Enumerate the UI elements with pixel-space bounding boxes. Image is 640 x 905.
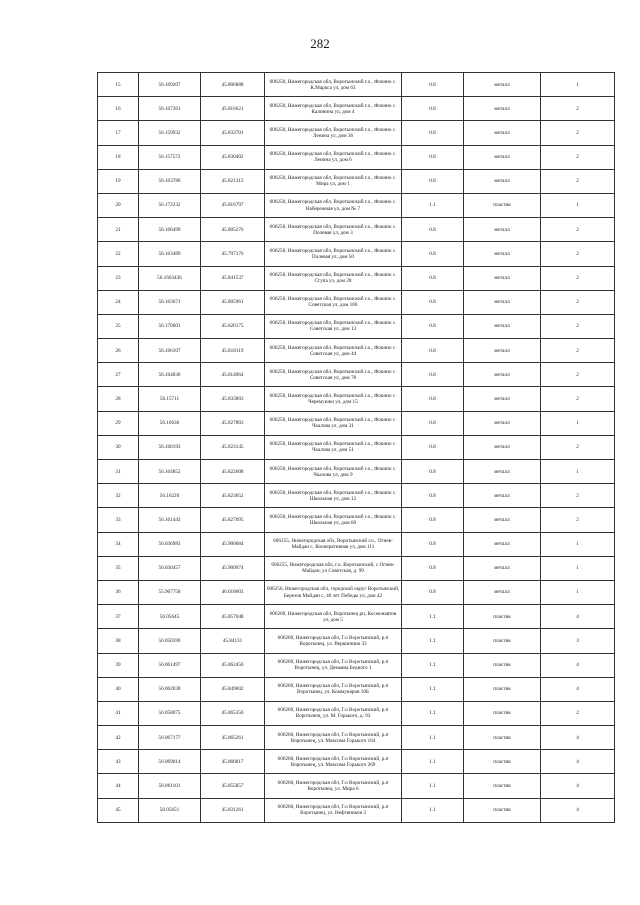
count-cell: 1: [541, 411, 615, 435]
material-cell: металл: [464, 411, 541, 435]
address-cell: 606250, Нижегородская обл, Воротынский г.о., Фокино с. Ленина ул, дом 36: [265, 121, 402, 145]
count-cell: 4: [541, 750, 615, 774]
volume-cell: 0.8: [402, 484, 464, 508]
latitude-cell: 56.157572: [139, 145, 201, 169]
latitude-cell: 56.061101: [139, 774, 201, 798]
count-cell: 1: [541, 532, 615, 556]
longitude-cell: 45.833701: [201, 121, 265, 145]
table-row: [98, 532, 615, 556]
latitude-cell: 56.058075: [139, 701, 201, 725]
count-cell: 2: [541, 314, 615, 338]
latitude-cell: 56.036983: [139, 532, 201, 556]
address-cell: 606260, Нижегородская обл, Г.о Воротынский, р.п Воротынец, ул. Вершинина 33: [265, 629, 402, 653]
longitude-cell: 45.855857: [201, 774, 265, 798]
table-body: [98, 73, 615, 823]
latitude-cell: 56.163786: [139, 169, 201, 193]
count-cell: 4: [541, 605, 615, 629]
address-cell: 606250, Нижегородская обл, Воротынский г.о., Фокино с. Школьная ул, дом 60: [265, 508, 402, 532]
material-cell: металл: [464, 218, 541, 242]
longitude-cell: 45.805961: [201, 290, 265, 314]
longitude-cell: 45.865261: [201, 726, 265, 750]
material-cell: металл: [464, 580, 541, 604]
row-number-cell: 43: [98, 750, 139, 774]
longitude-cell: 45.900074: [201, 556, 265, 580]
material-cell: пластик: [464, 774, 541, 798]
material-cell: пластик: [464, 629, 541, 653]
table-row: [98, 218, 615, 242]
volume-cell: 0.8: [402, 532, 464, 556]
latitude-cell: 56.166107: [139, 339, 201, 363]
volume-cell: 0.8: [402, 580, 464, 604]
latitude-cell: 56.167261: [139, 97, 201, 121]
count-cell: 4: [541, 653, 615, 677]
table-row: [98, 193, 615, 217]
volume-cell: 0.8: [402, 387, 464, 411]
latitude-cell: 56.05651: [139, 798, 201, 822]
latitude-cell: 56.050596: [139, 629, 201, 653]
longitude-cell: 45.827095: [201, 508, 265, 532]
address-cell: 606250, Нижегородская обл, Воротынский г.о., Фокино с. Калинина ул, дом 4: [265, 97, 402, 121]
count-cell: 2: [541, 97, 615, 121]
address-cell: 606260, Нижегородская обл, Воротынец рп, Космонавтов ул, дом 5: [265, 605, 402, 629]
longitude-cell: 45.862456: [201, 653, 265, 677]
row-number-cell: 15: [98, 73, 139, 97]
volume-cell: 1.1: [402, 750, 464, 774]
longitude-cell: 45.797176: [201, 242, 265, 266]
address-cell: 606255, Нижегородская обл, Воротынский г.о., Огнев-Майдан с, Кооперативная ул, дом 111: [265, 532, 402, 556]
address-cell: 606260, Нижегородская обл, Г.о Воротынский, р.п Воротынец, ул. Демьяна Бедного 1: [265, 653, 402, 677]
row-number-cell: 37: [98, 605, 139, 629]
row-number-cell: 26: [98, 339, 139, 363]
count-cell: 2: [541, 363, 615, 387]
longitude-cell: 45.816797: [201, 193, 265, 217]
longitude-cell: 45.805276: [201, 218, 265, 242]
row-number-cell: 31: [98, 460, 139, 484]
latitude-cell: 56.061497: [139, 653, 201, 677]
volume-cell: 0.8: [402, 290, 464, 314]
table-row: [98, 580, 615, 604]
row-number-cell: 28: [98, 387, 139, 411]
table-row: [98, 605, 615, 629]
table-row: [98, 653, 615, 677]
address-cell: 606250, Нижегородская обл, Воротынский г.о., Фокино с. Школьная ул, дом 12: [265, 484, 402, 508]
count-cell: 2: [541, 435, 615, 459]
latitude-cell: 56.15711: [139, 387, 201, 411]
address-cell: 606260, Нижегородская обл, Г.о Воротынский, р.п Воротынец, ул. Коммунаров 10Б: [265, 677, 402, 701]
count-cell: 2: [541, 484, 615, 508]
address-cell: 606250, Нижегородская обл, Воротынский г.о., Фокино с. Чкалова ул, дом 31: [265, 411, 402, 435]
count-cell: 2: [541, 701, 615, 725]
table-row: [98, 798, 615, 822]
material-cell: пластик: [464, 605, 541, 629]
latitude-cell: 56.164036: [139, 363, 201, 387]
count-cell: 2: [541, 339, 615, 363]
latitude-cell: 55.967758: [139, 580, 201, 604]
volume-cell: 0.8: [402, 460, 464, 484]
material-cell: пластик: [464, 677, 541, 701]
volume-cell: 1.1: [402, 653, 464, 677]
table-row: [98, 750, 615, 774]
material-cell: металл: [464, 121, 541, 145]
row-number-cell: 40: [98, 677, 139, 701]
volume-cell: 0.8: [402, 314, 464, 338]
row-number-cell: 32: [98, 484, 139, 508]
row-number-cell: 20: [98, 193, 139, 217]
volume-cell: 0.8: [402, 169, 464, 193]
row-number-cell: 17: [98, 121, 139, 145]
material-cell: металл: [464, 73, 541, 97]
address-cell: 606250, Нижегородская обл, Воротынский г.о., Фокино с. Чкалова ул, дом 51: [265, 435, 402, 459]
row-number-cell: 42: [98, 726, 139, 750]
longitude-cell: 45.833003: [201, 387, 265, 411]
latitude-cell: 56.172232: [139, 193, 201, 217]
volume-cell: 0.8: [402, 435, 464, 459]
latitude-cell: 56.062038: [139, 677, 201, 701]
volume-cell: 1.1: [402, 726, 464, 750]
longitude-cell: 45.827803: [201, 411, 265, 435]
latitude-cell: 56.05645: [139, 605, 201, 629]
volume-cell: 1.1: [402, 629, 464, 653]
volume-cell: 1.1: [402, 677, 464, 701]
material-cell: металл: [464, 339, 541, 363]
volume-cell: 0.8: [402, 145, 464, 169]
row-number-cell: 27: [98, 363, 139, 387]
material-cell: металл: [464, 460, 541, 484]
row-number-cell: 36: [98, 580, 139, 604]
table-row: [98, 387, 615, 411]
material-cell: металл: [464, 145, 541, 169]
volume-cell: 1.1: [402, 774, 464, 798]
table-row: [98, 508, 615, 532]
table-row: [98, 363, 615, 387]
count-cell: 2: [541, 387, 615, 411]
address-cell: 606250, Нижегородская обл, Воротынский г.о., Фокино с. К.Маркса ул, дом 63: [265, 73, 402, 97]
volume-cell: 0.8: [402, 411, 464, 435]
latitude-cell: 56.16226: [139, 484, 201, 508]
volume-cell: 0.8: [402, 339, 464, 363]
longitude-cell: 45.857048: [201, 605, 265, 629]
volume-cell: 0.8: [402, 218, 464, 242]
table-row: [98, 774, 615, 798]
table-row: [98, 556, 615, 580]
longitude-cell: 45.841537: [201, 266, 265, 290]
longitude-cell: 45.820175: [201, 314, 265, 338]
latitude-cell: 56.169207: [139, 73, 201, 97]
volume-cell: 1.1: [402, 193, 464, 217]
longitude-cell: 45.830402: [201, 145, 265, 169]
latitude-cell: 56.166499: [139, 218, 201, 242]
latitude-cell: 56.168193: [139, 435, 201, 459]
material-cell: пластик: [464, 798, 541, 822]
page-number: 282: [310, 36, 330, 51]
material-cell: металл: [464, 387, 541, 411]
volume-cell: 1.1: [402, 701, 464, 725]
address-cell: 606250, Нижегородская обл, Воротынский г.о., Фокино с. Чкалова ул, дом 9: [265, 460, 402, 484]
latitude-cell: 56.067177: [139, 726, 201, 750]
material-cell: металл: [464, 532, 541, 556]
container-sites-table: [97, 72, 615, 823]
material-cell: металл: [464, 363, 541, 387]
count-cell: 4: [541, 798, 615, 822]
latitude-cell: 56.161443: [139, 508, 201, 532]
row-number-cell: 39: [98, 653, 139, 677]
row-number-cell: 18: [98, 145, 139, 169]
address-cell: 606260, Нижегородская обл, Г.о Воротынский, р.п Воротынец, ул. Максима Горького 269: [265, 750, 402, 774]
row-number-cell: 30: [98, 435, 139, 459]
row-number-cell: 44: [98, 774, 139, 798]
address-cell: 606260, Нижегородская обл, Г.о Воротынский, р.п Воротынец, ул. Нефтяников 3: [265, 798, 402, 822]
count-cell: 2: [541, 145, 615, 169]
volume-cell: 0.8: [402, 97, 464, 121]
row-number-cell: 38: [98, 629, 139, 653]
material-cell: металл: [464, 290, 541, 314]
address-cell: 606250, Нижегородская обл, Воротынский г.о., Фокино с. Мира ул, дом 1: [265, 169, 402, 193]
address-cell: 606260, Нижегородская обл, Г.о Воротынский, р.п Воротынец, ул. Максима Горького 164: [265, 726, 402, 750]
address-cell: 606256, Нижегородская обл, городской округ Воротынский, Березов Майдан с, 40 лет Победы ул, дом 42: [265, 580, 402, 604]
volume-cell: 0.8: [402, 73, 464, 97]
volume-cell: 0.8: [402, 266, 464, 290]
latitude-cell: 56.163489: [139, 242, 201, 266]
row-number-cell: 41: [98, 701, 139, 725]
count-cell: 2: [541, 508, 615, 532]
row-number-cell: 25: [98, 314, 139, 338]
row-number-cell: 45: [98, 798, 139, 822]
table-row: [98, 339, 615, 363]
longitude-cell: 45.84131: [201, 629, 265, 653]
latitude-cell: 56.1663436: [139, 266, 201, 290]
row-number-cell: 22: [98, 242, 139, 266]
material-cell: металл: [464, 266, 541, 290]
material-cell: металл: [464, 314, 541, 338]
table-row: [98, 314, 615, 338]
table-row: [98, 460, 615, 484]
volume-cell: 1.1: [402, 798, 464, 822]
table-row: [98, 484, 615, 508]
count-cell: 4: [541, 774, 615, 798]
table-row: [98, 411, 615, 435]
longitude-cell: 45.821312: [201, 169, 265, 193]
material-cell: металл: [464, 169, 541, 193]
address-cell: 606250, Нижегородская обл, Воротынский г.о., Фокино с. Сгупа ул, дом 28: [265, 266, 402, 290]
longitude-cell: 45.849602: [201, 677, 265, 701]
longitude-cell: 45.816621: [201, 97, 265, 121]
count-cell: 1: [541, 460, 615, 484]
longitude-cell: 45.865356: [201, 701, 265, 725]
count-cell: 1: [541, 193, 615, 217]
count-cell: 1: [541, 556, 615, 580]
table-row: [98, 677, 615, 701]
material-cell: металл: [464, 484, 541, 508]
volume-cell: 0.8: [402, 363, 464, 387]
longitude-cell: 45.818119: [201, 339, 265, 363]
address-cell: 606250, Нижегородская обл, Воротынский г.о., Фокино с. Советская ул, дом 44: [265, 339, 402, 363]
material-cell: пластик: [464, 653, 541, 677]
count-cell: 2: [541, 169, 615, 193]
material-cell: металл: [464, 435, 541, 459]
latitude-cell: 56.030457: [139, 556, 201, 580]
material-cell: металл: [464, 242, 541, 266]
table-row: [98, 266, 615, 290]
row-number-cell: 19: [98, 169, 139, 193]
longitude-cell: 46.018603: [201, 580, 265, 604]
longitude-cell: 45.823145: [201, 435, 265, 459]
longitude-cell: 45.900684: [201, 532, 265, 556]
table-row: [98, 726, 615, 750]
longitude-cell: 45.823652: [201, 484, 265, 508]
table-row: [98, 121, 615, 145]
address-cell: 606250, Нижегородская обл, Воротынский г.о., Фокино с. Черемушки ул, дом 15: [265, 387, 402, 411]
table-row: [98, 701, 615, 725]
longitude-cell: 45.814064: [201, 363, 265, 387]
address-cell: 606250, Нижегородская обл, Воротынский г.о., Фокино с. Советская ул, дом 13: [265, 314, 402, 338]
row-number-cell: 35: [98, 556, 139, 580]
latitude-cell: 56.069014: [139, 750, 201, 774]
latitude-cell: 56.163671: [139, 290, 201, 314]
material-cell: пластик: [464, 726, 541, 750]
count-cell: 4: [541, 726, 615, 750]
latitude-cell: 56.164852: [139, 460, 201, 484]
material-cell: металл: [464, 556, 541, 580]
row-number-cell: 24: [98, 290, 139, 314]
longitude-cell: 45.822008: [201, 460, 265, 484]
address-cell: 606260, Нижегородская обл, Г.о Воротынский, р.п Воротынец, ул. Мира 6: [265, 774, 402, 798]
address-cell: 606250, Нижегородская обл, Воротынский г.о., Фокино с. Ленина ул, дом 6: [265, 145, 402, 169]
address-cell: 606255, Нижегородская обл, г.о. Воротынский, с Огнев-Майдан, ул Советская, д. 99: [265, 556, 402, 580]
table-row: [98, 97, 615, 121]
address-cell: 606250, Нижегородская обл, Воротынский г.о., Фокино с. Полевая ул, дом 3: [265, 218, 402, 242]
material-cell: пластик: [464, 193, 541, 217]
volume-cell: 0.8: [402, 242, 464, 266]
row-number-cell: 16: [98, 97, 139, 121]
longitude-cell: 45.866817: [201, 750, 265, 774]
longitude-cell: 45.831261: [201, 798, 265, 822]
volume-cell: 0.8: [402, 556, 464, 580]
table-row: [98, 169, 615, 193]
latitude-cell: 56.159932: [139, 121, 201, 145]
count-cell: 2: [541, 290, 615, 314]
volume-cell: 0.8: [402, 121, 464, 145]
address-cell: 606250, Нижегородская обл, Воротынский г.о., Фокино с. Советская ул, дом 106: [265, 290, 402, 314]
longitude-cell: 45.806888: [201, 73, 265, 97]
count-cell: 2: [541, 121, 615, 145]
address-cell: 606250, Нижегородская обл, Воротынский г.о., Фокино с. Советская ул, дом 78: [265, 363, 402, 387]
count-cell: 2: [541, 266, 615, 290]
address-cell: 606260, Нижегородская обл, Г.о Воротынский, р.п Воротынец, ул. М. Горького, д. 93: [265, 701, 402, 725]
table-row: [98, 73, 615, 97]
volume-cell: 1.1: [402, 605, 464, 629]
row-number-cell: 23: [98, 266, 139, 290]
address-cell: 606250, Нижегородская обл, Воротынский г.о., Фокино с. Набережная ул, дом № 7: [265, 193, 402, 217]
row-number-cell: 21: [98, 218, 139, 242]
material-cell: металл: [464, 97, 541, 121]
table-row: [98, 145, 615, 169]
table-row: [98, 629, 615, 653]
table-row: [98, 435, 615, 459]
address-cell: 606250, Нижегородская обл, Воротынский г.о., Фокино с. Полевая ул, дом 50: [265, 242, 402, 266]
count-cell: 2: [541, 218, 615, 242]
count-cell: 4: [541, 677, 615, 701]
material-cell: металл: [464, 508, 541, 532]
table-row: [98, 290, 615, 314]
count-cell: 2: [541, 242, 615, 266]
material-cell: пластик: [464, 750, 541, 774]
count-cell: 1: [541, 580, 615, 604]
count-cell: 3: [541, 629, 615, 653]
table-row: [98, 242, 615, 266]
row-number-cell: 34: [98, 532, 139, 556]
row-number-cell: 33: [98, 508, 139, 532]
volume-cell: 0.8: [402, 508, 464, 532]
latitude-cell: 56.170601: [139, 314, 201, 338]
count-cell: 1: [541, 73, 615, 97]
latitude-cell: 56.16636: [139, 411, 201, 435]
material-cell: пластик: [464, 701, 541, 725]
row-number-cell: 29: [98, 411, 139, 435]
